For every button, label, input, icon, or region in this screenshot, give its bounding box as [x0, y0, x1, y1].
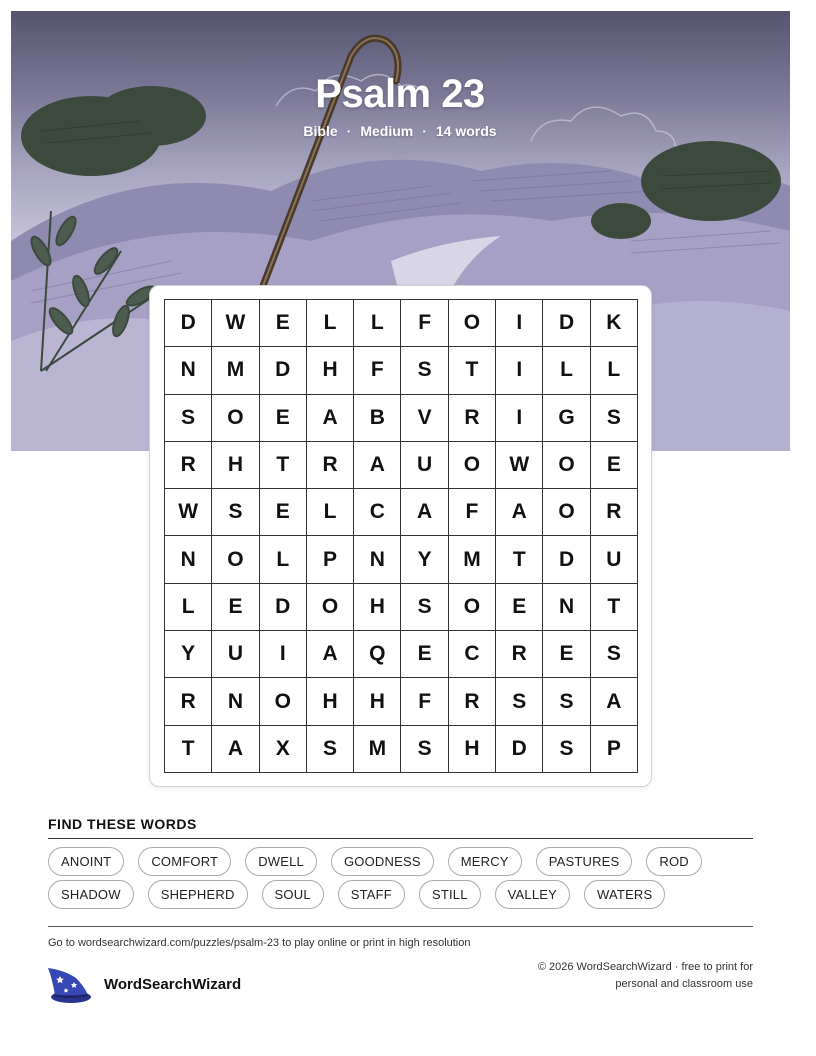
grid-cell[interactable]: S: [401, 726, 448, 773]
grid-cell[interactable]: F: [401, 678, 448, 725]
grid-cell[interactable]: R: [165, 678, 212, 725]
grid-cell[interactable]: L: [307, 489, 354, 536]
grid-cell[interactable]: S: [212, 489, 259, 536]
grid-cell[interactable]: L: [260, 536, 307, 583]
heading-divider: [48, 838, 753, 839]
grid-cell[interactable]: R: [449, 395, 496, 442]
grid-cell[interactable]: U: [401, 442, 448, 489]
puzzle-meta: [0, 123, 800, 139]
grid-cell[interactable]: D: [260, 347, 307, 394]
grid-cell[interactable]: L: [165, 584, 212, 631]
word-chip: SHEPHERD: [148, 880, 248, 909]
grid-cell[interactable]: A: [212, 726, 259, 773]
grid-cell[interactable]: H: [354, 678, 401, 725]
grid-cell[interactable]: B: [354, 395, 401, 442]
word-chip: PASTURES: [536, 847, 633, 876]
grid-cell[interactable]: V: [401, 395, 448, 442]
grid-cell[interactable]: A: [307, 395, 354, 442]
grid-cell[interactable]: S: [543, 726, 590, 773]
grid-cell[interactable]: K: [591, 300, 638, 347]
word-chip: GOODNESS: [331, 847, 434, 876]
grid-cell[interactable]: L: [591, 347, 638, 394]
grid-cell[interactable]: E: [401, 631, 448, 678]
word-chip: STILL: [419, 880, 481, 909]
word-chip: ANOINT: [48, 847, 124, 876]
grid-cell[interactable]: A: [591, 678, 638, 725]
separator-dot: ·: [422, 123, 427, 139]
grid-cell[interactable]: E: [260, 489, 307, 536]
grid-cell[interactable]: H: [307, 678, 354, 725]
category-label: Bible: [303, 123, 338, 139]
grid-cell[interactable]: D: [543, 536, 590, 583]
grid-cell[interactable]: T: [165, 726, 212, 773]
grid-cell[interactable]: D: [260, 584, 307, 631]
grid-cell[interactable]: S: [543, 678, 590, 725]
grid-cell[interactable]: S: [591, 631, 638, 678]
grid-cell[interactable]: E: [260, 300, 307, 347]
grid-cell[interactable]: O: [449, 300, 496, 347]
word-list-heading: FIND THESE WORDS: [48, 816, 197, 832]
grid-cell[interactable]: T: [496, 536, 543, 583]
grid-cell[interactable]: L: [354, 300, 401, 347]
grid-cell[interactable]: N: [543, 584, 590, 631]
grid-cell[interactable]: Y: [165, 631, 212, 678]
word-chip: STAFF: [338, 880, 405, 909]
grid-cell[interactable]: P: [307, 536, 354, 583]
grid-cell[interactable]: L: [307, 300, 354, 347]
word-list: [48, 847, 753, 909]
copyright-notice: © 2026 WordSearchWizard · free to print for personal and classroom use: [537, 961, 753, 990]
grid-cell[interactable]: O: [212, 395, 259, 442]
grid-cell[interactable]: E: [260, 395, 307, 442]
grid-cell[interactable]: P: [591, 726, 638, 773]
grid-cell[interactable]: R: [165, 442, 212, 489]
grid-cell[interactable]: N: [212, 678, 259, 725]
grid-cell[interactable]: A: [354, 442, 401, 489]
wizard-hat-icon: [46, 964, 92, 1004]
grid-cell[interactable]: F: [449, 489, 496, 536]
grid-cell[interactable]: O: [212, 536, 259, 583]
grid-cell[interactable]: E: [591, 442, 638, 489]
grid-cell[interactable]: E: [543, 631, 590, 678]
grid-cell[interactable]: D: [496, 726, 543, 773]
grid-cell[interactable]: M: [212, 347, 259, 394]
word-chip: DWELL: [245, 847, 317, 876]
grid-cell[interactable]: O: [307, 584, 354, 631]
grid-cell[interactable]: W: [496, 442, 543, 489]
brand[interactable]: [46, 964, 241, 1004]
grid-cell[interactable]: O: [543, 489, 590, 536]
grid-cell[interactable]: N: [354, 536, 401, 583]
grid-cell[interactable]: M: [354, 726, 401, 773]
word-chip: MERCY: [448, 847, 522, 876]
grid-cell[interactable]: A: [496, 489, 543, 536]
word-chip: SOUL: [262, 880, 324, 909]
grid-cell[interactable]: C: [354, 489, 401, 536]
grid-cell[interactable]: O: [260, 678, 307, 725]
grid-cell[interactable]: M: [449, 536, 496, 583]
grid-cell[interactable]: U: [591, 536, 638, 583]
word-chip: COMFORT: [138, 847, 231, 876]
grid-cell[interactable]: D: [165, 300, 212, 347]
grid-cell[interactable]: F: [401, 300, 448, 347]
grid-cell[interactable]: T: [591, 584, 638, 631]
grid-cell[interactable]: Q: [354, 631, 401, 678]
grid-cell[interactable]: N: [165, 347, 212, 394]
grid-cell[interactable]: Y: [401, 536, 448, 583]
word-count-label: 14 words: [435, 123, 497, 139]
grid-cell[interactable]: S: [307, 726, 354, 773]
grid-cell[interactable]: I: [496, 300, 543, 347]
difficulty-label: Medium: [360, 123, 414, 139]
grid-cell[interactable]: S: [401, 584, 448, 631]
grid-cell[interactable]: G: [543, 395, 590, 442]
grid-cell[interactable]: E: [496, 584, 543, 631]
grid-cell[interactable]: I: [496, 395, 543, 442]
grid-cell[interactable]: I: [496, 347, 543, 394]
grid-cell[interactable]: S: [591, 395, 638, 442]
grid-cell[interactable]: R: [307, 442, 354, 489]
grid-cell[interactable]: X: [260, 726, 307, 773]
puzzle-title: Psalm 23: [315, 72, 485, 116]
grid-cell[interactable]: T: [449, 347, 496, 394]
footer-divider: [48, 926, 753, 927]
grid-cell[interactable]: F: [354, 347, 401, 394]
grid-cell[interactable]: A: [401, 489, 448, 536]
grid-cell[interactable]: R: [449, 678, 496, 725]
word-chip: SHADOW: [48, 880, 134, 909]
grid-cell[interactable]: R: [496, 631, 543, 678]
grid-cell[interactable]: O: [543, 442, 590, 489]
word-chip: WATERS: [584, 880, 665, 909]
grid-cell[interactable]: H: [449, 726, 496, 773]
grid-cell[interactable]: O: [449, 442, 496, 489]
grid-cell[interactable]: D: [543, 300, 590, 347]
play-online-link[interactable]: Go to wordsearchwizard.com/puzzles/psalm-23 to play online or print in high resolution: [48, 937, 471, 949]
letter-grid[interactable]: [164, 299, 638, 773]
grid-cell[interactable]: H: [307, 347, 354, 394]
grid-cell[interactable]: W: [165, 489, 212, 536]
grid-cell[interactable]: S: [496, 678, 543, 725]
separator-dot: ·: [346, 123, 352, 139]
grid-cell[interactable]: C: [449, 631, 496, 678]
grid-cell[interactable]: W: [212, 300, 259, 347]
grid-cell[interactable]: A: [307, 631, 354, 678]
grid-cell[interactable]: S: [165, 395, 212, 442]
grid-cell[interactable]: U: [212, 631, 259, 678]
grid-cell[interactable]: O: [449, 584, 496, 631]
grid-cell[interactable]: H: [212, 442, 259, 489]
grid-cell[interactable]: E: [212, 584, 259, 631]
grid-cell[interactable]: L: [543, 347, 590, 394]
grid-cell[interactable]: R: [591, 489, 638, 536]
word-chip: ROD: [646, 847, 702, 876]
brand-name: WordSearchWizard: [104, 975, 242, 993]
grid-cell[interactable]: I: [260, 631, 307, 678]
grid-cell[interactable]: S: [401, 347, 448, 394]
word-chip: VALLEY: [495, 880, 570, 909]
grid-cell[interactable]: N: [165, 536, 212, 583]
grid-cell[interactable]: T: [260, 442, 307, 489]
grid-cell[interactable]: H: [354, 584, 401, 631]
